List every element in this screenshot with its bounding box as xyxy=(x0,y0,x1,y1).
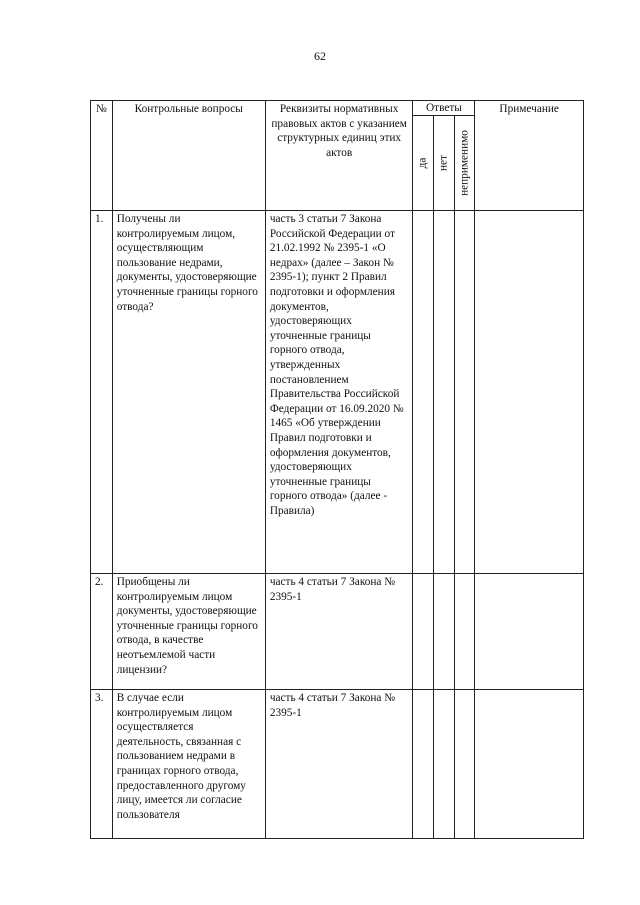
header-requisites: Реквизиты нормативных правовых актов с указанием структурных единиц этих актов xyxy=(265,101,413,211)
note-cell[interactable] xyxy=(475,690,584,839)
header-note: Примечание xyxy=(475,101,584,211)
table-row xyxy=(91,211,584,574)
table-row xyxy=(91,574,584,690)
page-number: 62 xyxy=(314,49,326,63)
answer-yes-cell[interactable] xyxy=(413,211,434,574)
row-requisites: часть 4 статьи 7 Закона № 2395-1 xyxy=(265,574,413,690)
row-number: 3. xyxy=(91,690,113,839)
header-answers: Ответы xyxy=(413,101,475,116)
row-question: В случае если контролируемым лицом осуществляется деятельность, связанная с пользованием недрами в границах горного отвода, предоставленного другому лицу, имеется ли согласие пользователя xyxy=(112,690,265,839)
checklist-table xyxy=(90,100,584,839)
row-number: 1. xyxy=(91,211,113,574)
header-answer-yes xyxy=(413,116,434,211)
answer-yes-cell[interactable] xyxy=(413,574,434,690)
row-requisites: часть 4 статьи 7 Закона № 2395-1 xyxy=(265,690,413,839)
answer-yes-cell[interactable] xyxy=(413,690,434,839)
header-answer-na-label: неприменимо xyxy=(458,130,471,196)
header-answer-na xyxy=(454,116,475,211)
header-number: № xyxy=(91,101,113,211)
header-answer-no xyxy=(434,116,455,211)
note-cell[interactable] xyxy=(475,574,584,690)
answer-na-cell[interactable] xyxy=(454,690,475,839)
header-answer-no-label: нет xyxy=(437,155,450,171)
note-cell[interactable] xyxy=(475,211,584,574)
row-question: Получены ли контролируемым лицом, осуществляющим пользование недрами, документы, удостоверяющие уточненные границы горного отвода? xyxy=(112,211,265,574)
answer-no-cell[interactable] xyxy=(434,211,455,574)
table-row xyxy=(91,690,584,839)
header-answer-yes-label: да xyxy=(417,157,429,169)
row-requisites: часть 3 статьи 7 Закона Российской Федерации от 21.02.1992 № 2395-1 «О недрах» (далее – Закон № 2395-1); пункт 2 Правил подготовки и оформления документов, удостоверяющих уточненные границы горного отвода, утвержденных постановлением Правительства Российской Федерации от 16.09.2020 № 1465 «Об утверждении Правил подготовки и оформления документов, удостоверяющих уточненные границы горного отвода» (далее - Правила) xyxy=(265,211,413,574)
header-question: Контрольные вопросы xyxy=(112,101,265,211)
answer-no-cell[interactable] xyxy=(434,690,455,839)
answer-na-cell[interactable] xyxy=(454,211,475,574)
row-number: 2. xyxy=(91,574,113,690)
answer-no-cell[interactable] xyxy=(434,574,455,690)
row-question: Приобщены ли контролируемым лицом документы, удостоверяющие уточненные границы горного отвода, в качестве неотъемлемой части лицензии? xyxy=(112,574,265,690)
answer-na-cell[interactable] xyxy=(454,574,475,690)
